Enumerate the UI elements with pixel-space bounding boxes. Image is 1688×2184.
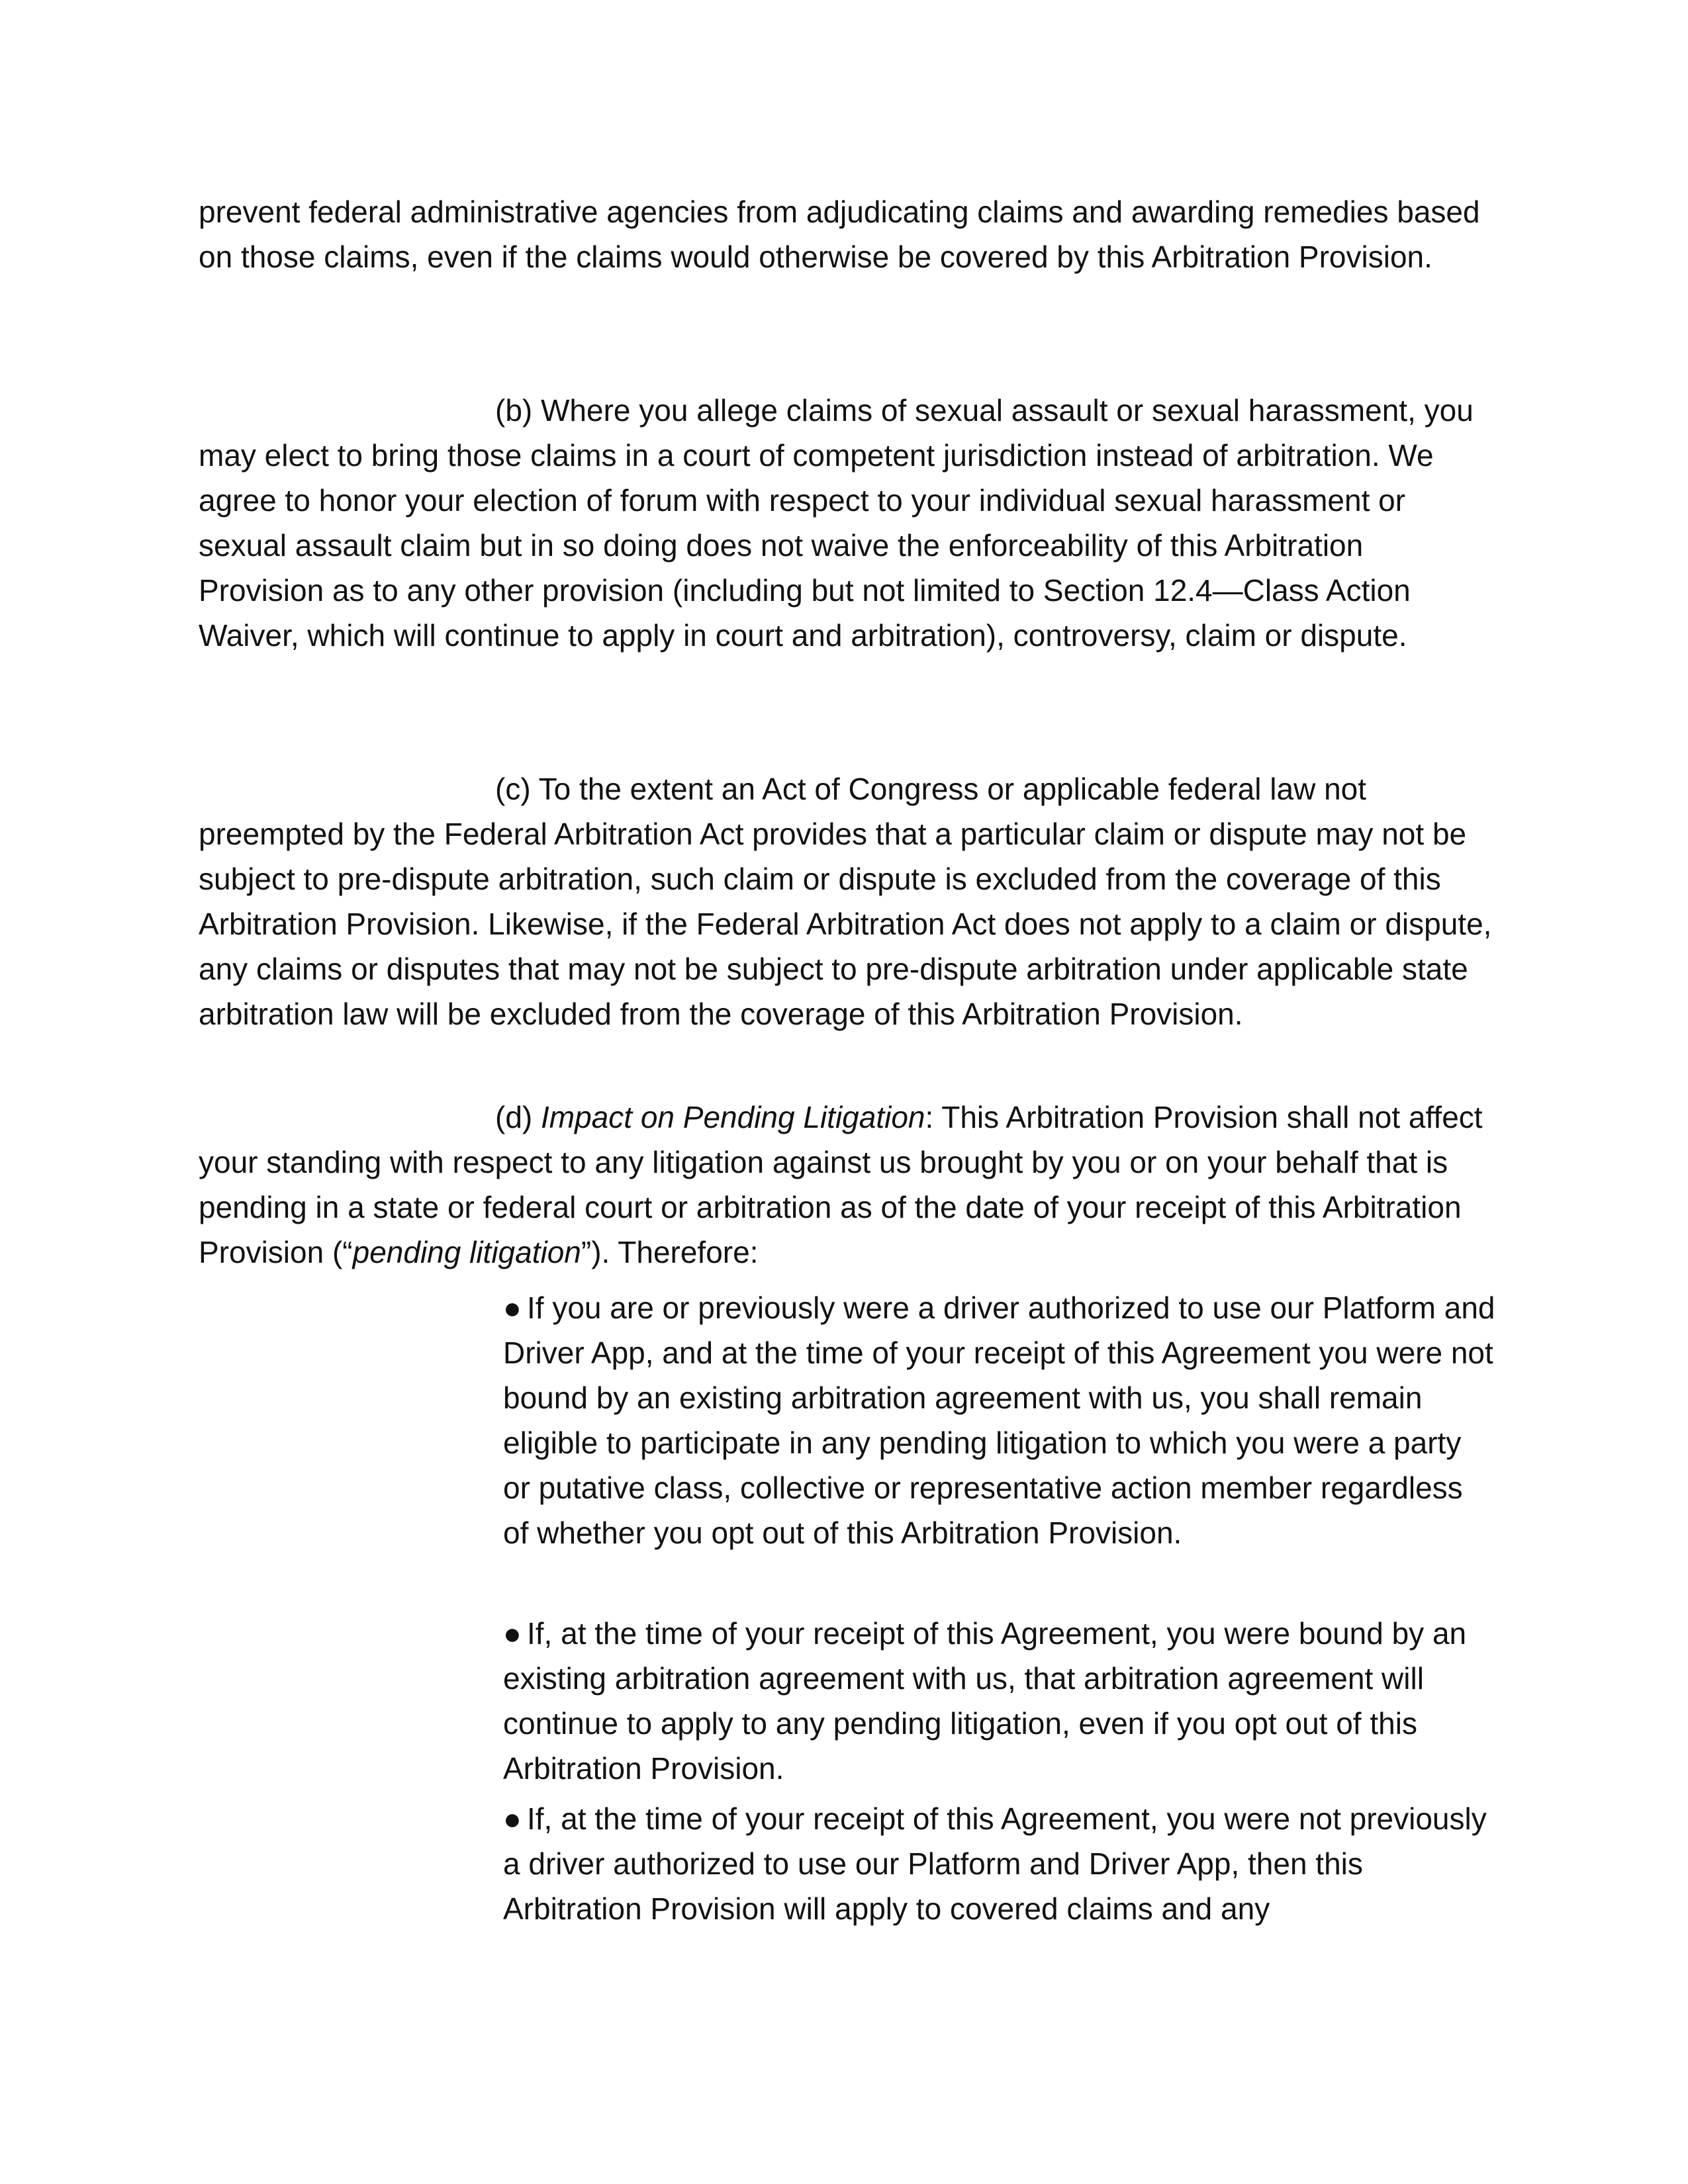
bullet-item-2 <box>503 1611 1496 1791</box>
paragraph-d-body-2: ”). Therefore: <box>581 1235 759 1269</box>
paragraph-c-text: (c) To the extent an Act of Congress or applicable federal law not preempted by the Federal Arbitration Act provides that a particular claim or dispute may not be subject to pre-dispute arbitration, such claim or dispute is excluded from the coverage of this Arbitration Provision. Likewise, if the Federal Arbitration Act does not apply to a claim or dispute, any claims or disputes that may not be subject to pre-dispute arbitration under applicable state arbitration law will be excluded from the coverage of this Arbitration Provision. <box>199 772 1492 1031</box>
paragraph-d-defined-term: pending litigation <box>352 1235 581 1269</box>
paragraph-intro <box>199 189 1496 279</box>
paragraph-d-body-1: : This Arbitration Provision shall not affect your standing with respect to any litigation against us brought by you or on your behalf that is pending in a state or federal court or arbitration as of the date of your receipt of this Arbitration Provision (“ <box>199 1100 1483 1269</box>
paragraph-intro-text: prevent federal administrative agencies from adjudicating claims and awarding remedies based on those claims, even if the claims would otherwise be covered by this Arbitration Provision. <box>199 195 1480 274</box>
paragraph-d-prefix: (d) <box>495 1100 541 1134</box>
paragraph-b-text: (b) Where you allege claims of sexual assault or sexual harassment, you may elect to bring those claims in a court of competent jurisdiction instead of arbitration. We agree to honor your election of forum with respect to your individual sexual harassment or sexual assault claim but in so doing does not waive the enforceability of this Arbitration Provision as to any other provision (including but not limited to Section 12.4—Class Action Waiver, which will continue to apply in court and arbitration), controversy, claim or dispute. <box>199 393 1474 653</box>
paragraph-b <box>199 388 1496 658</box>
bullet-item-3-text: If, at the time of your receipt of this Agreement, you were not previously a driver authorized to use our Platform and Driver App, then this Arbitration Provision will apply to covered claims and any <box>503 1801 1487 1926</box>
bullet-item-2-text: If, at the time of your receipt of this Agreement, you were bound by an existing arbitration agreement with us, that arbitration agreement will continue to apply to any pending litigation, even if you opt out of this Arbitration Provision. <box>503 1616 1467 1786</box>
paragraph-c <box>199 766 1496 1036</box>
bullet-item-3 <box>503 1796 1496 1931</box>
bullet-item-1-text: If you are or previously were a driver authorized to use our Platform and Driver App, and at the time of your receipt of this Agreement you were not bound by an existing arbitration agreement with us, you shall remain eligible to participate in any pending litigation to which you were a party or putative class, collective or representative action member regardless of whether you opt out of this Arbitration Provision. <box>503 1291 1495 1550</box>
paragraph-d-heading: Impact on Pending Litigation <box>541 1100 925 1134</box>
bullet-icon: ● <box>503 1291 522 1325</box>
bullet-icon: ● <box>503 1801 522 1836</box>
bullet-item-1 <box>503 1285 1496 1555</box>
paragraph-d <box>199 1095 1496 1275</box>
bullet-icon: ● <box>503 1616 522 1651</box>
